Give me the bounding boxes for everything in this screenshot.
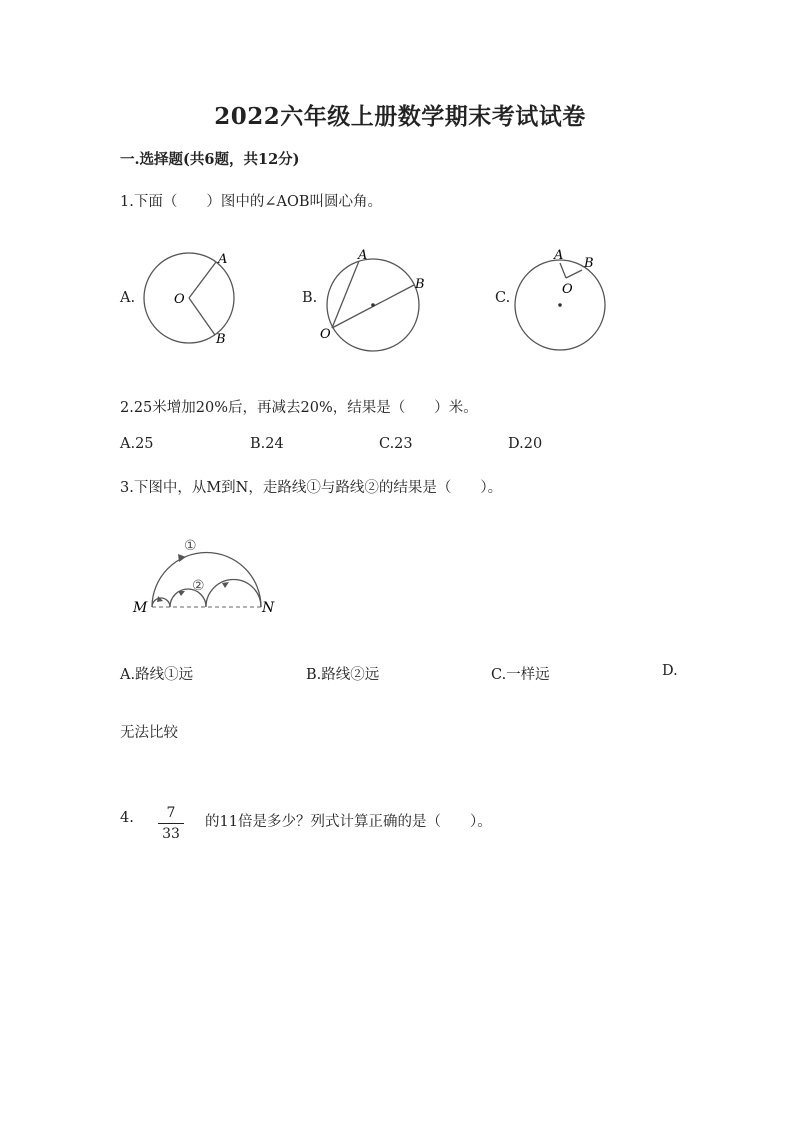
- question-4-number: 4.: [120, 810, 134, 826]
- q1a-point-b: B: [216, 332, 226, 347]
- q3-route-figure: [128, 532, 288, 617]
- question-3-text: 3.下图中，从M到N，走路线①与路线②的结果是（ ）。: [120, 480, 503, 496]
- q1a-point-o: O: [174, 292, 185, 307]
- q4-fraction-numerator: 7: [166, 805, 176, 821]
- q1b-point-b: B: [415, 277, 425, 292]
- q3-route-1-label: ①: [184, 538, 197, 554]
- section-heading: 一.选择题(共6题，共12分): [120, 151, 300, 168]
- q1-option-a-label: A.: [120, 290, 136, 306]
- q3-point-n: N: [262, 600, 275, 616]
- q3-option-b: B.路线②远: [306, 667, 380, 683]
- q1c-point-o: O: [562, 282, 573, 297]
- q3-point-m: M: [133, 600, 148, 616]
- q3-option-d-text: 无法比较: [120, 725, 178, 741]
- q4-fraction: [156, 804, 186, 843]
- q1-option-c-label: C.: [495, 290, 511, 306]
- q2-option-a: A.25: [120, 436, 154, 452]
- q1b-point-a: A: [358, 248, 368, 263]
- q1-figure-c: [510, 245, 620, 355]
- q4-fraction-bar: [158, 823, 184, 824]
- q1c-point-a: A: [554, 248, 564, 263]
- q1-figure-b: [318, 245, 433, 355]
- question-4-text: 的11倍是多少？列式计算正确的是（ ）。: [205, 814, 492, 830]
- q3-option-c: C.一样远: [491, 667, 550, 683]
- q1b-point-o: O: [320, 327, 331, 342]
- q2-option-b: B.24: [250, 436, 284, 452]
- q1-option-b-label: B.: [302, 290, 318, 306]
- q1c-point-b: B: [584, 256, 594, 271]
- page-title: 2022六年级上册数学期末考试试卷: [214, 103, 586, 130]
- question-2-text: 2.25米增加20%后，再减去20%，结果是（ ）米。: [120, 400, 478, 416]
- q3-option-a: A.路线①远: [120, 667, 194, 683]
- q1a-point-a: A: [218, 252, 228, 267]
- q2-option-c: C.23: [379, 436, 413, 452]
- q3-route-2-label: ②: [192, 578, 205, 594]
- question-1-text: 1.下面（ ）图中的∠AOB叫圆心角。: [120, 194, 382, 210]
- q3-option-d: D.: [662, 663, 678, 679]
- q1-figure-a: [140, 245, 250, 355]
- q2-option-d: D.20: [508, 436, 543, 452]
- q4-fraction-denominator: 33: [162, 826, 180, 842]
